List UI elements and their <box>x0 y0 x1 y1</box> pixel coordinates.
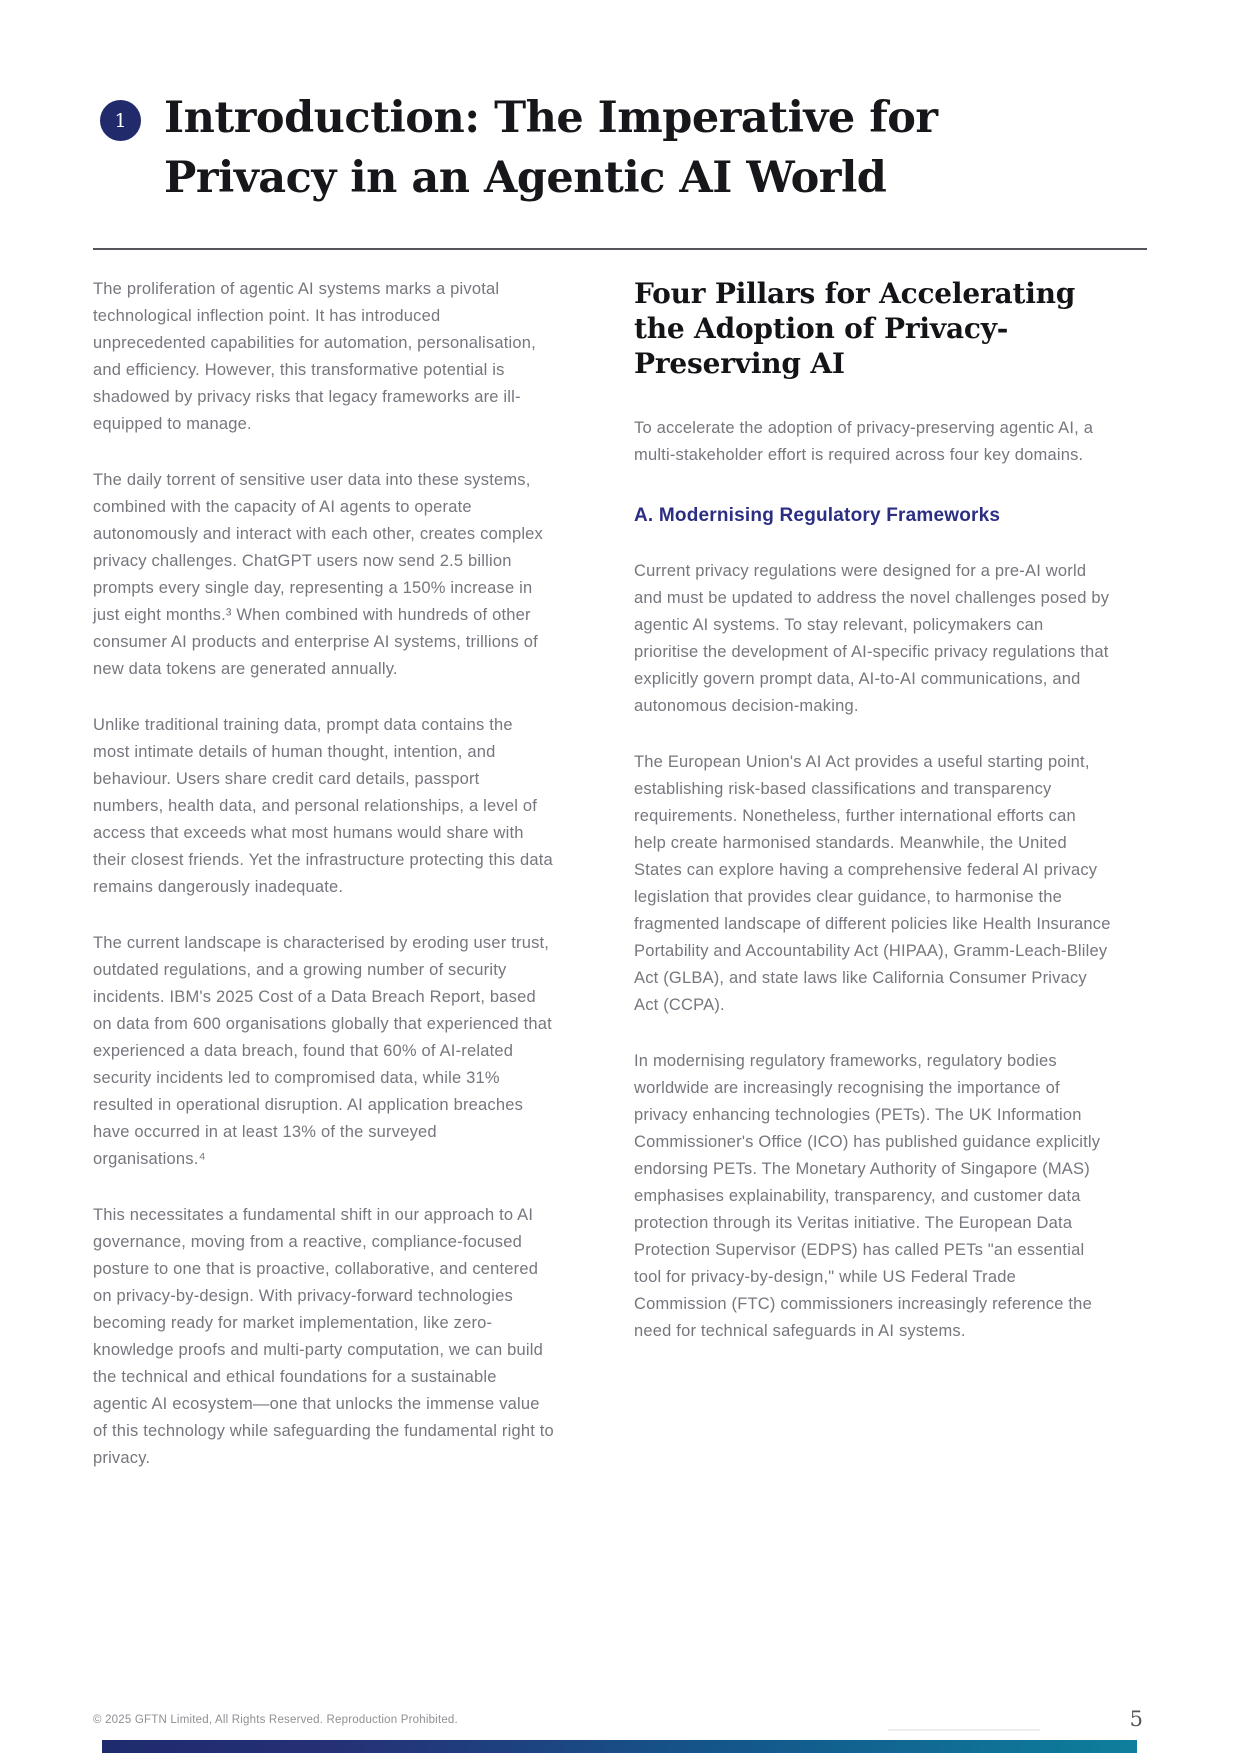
footer-gradient-bar <box>102 1740 1137 1753</box>
page-header <box>93 0 1147 208</box>
body-paragraph: The proliferation of agentic AI systems marks a pivotal technological inflection point. It has introduced unprecedented capabilities for automation, personalisation, and efficiency. However, this transformative potential is shadowed by privacy risks that legacy frameworks are ill-equipped to manage. <box>93 280 536 433</box>
right-column <box>634 276 1112 1501</box>
body-paragraph: The European Union's AI Act provides a useful starting point, establishing risk-based classifications and transparency requirements. Nonetheless, further international efforts can help create harmonised standards. Meanwhile, the United States can explore having a comprehensive federal AI privacy legislation that provides clear guidance, to harmonise the fragmented landscape of different policies like Health Insurance Portability and Accountability Act (HIPAA), Gramm-Leach-Bliley Act (GLBA), and state laws like California Consumer Privacy Act (CCPA). <box>634 753 1111 1014</box>
section-heading: Four Pillars for Accelerating the Adoption of Privacy-Preserving AI <box>634 277 1076 380</box>
two-column-body <box>93 276 1147 1501</box>
decorative-line <box>888 1729 1040 1731</box>
body-paragraph: Unlike traditional training data, prompt data contains the most intimate details of human thought, intention, and behaviour. Users share credit card details, passport numbers, health data, and personal relationships, a level of access that exceeds what most humans would share with their closest friends. Yet the infrastructure protecting this data remains dangerously inadequate. <box>93 716 553 896</box>
body-paragraph: In modernising regulatory frameworks, regulatory bodies worldwide are increasingly recognising the importance of privacy enhancing technologies (PETs). The UK Information Commissioner's Office (ICO) has published guidance explicitly endorsing PETs. The Monetary Authority of Singapore (MAS) emphasises explainability, transparency, and customer data protection through its Veritas initiative. The European Data Protection Supervisor (EDPS) has called PETs "an essential tool for privacy-by-design," while US Federal Trade Commission (FTC) commissioners increasingly reference the need for technical safeguards in AI systems. <box>634 1052 1101 1340</box>
body-paragraph: This necessitates a fundamental shift in our approach to AI governance, moving from a reactive, compliance-focused posture to one that is proactive, collaborative, and centered on privacy-by-design. With privacy-forward technologies becoming ready for market implementation, like zero-knowledge proofs and multi-party computation, we can build the technical and ethical foundations for a sustainable agentic AI ecosystem—one that unlocks the immense value of this technology while safeguarding the fundamental right to privacy. <box>93 1206 554 1467</box>
body-paragraph: The daily torrent of sensitive user data into these systems, combined with the capacity of AI agents to operate autonomously and interact with each other, creates complex privacy challenges. ChatGPT users now send 2.5 billion prompts every single day, representing a 150% increase in just eight months.³ When combined with hundreds of other consumer AI products and enterprise AI systems, trillions of new data tokens are generated annually. <box>93 471 544 678</box>
section-number: 1 <box>114 109 127 132</box>
page-title <box>164 88 938 208</box>
body-paragraph: Current privacy regulations were designed for a pre-AI world and must be updated to address the novel challenges posed by agentic AI systems. To stay relevant, policymakers can prioritise the development of AI-specific privacy regulations that explicitly govern prompt data, AI-to-AI communications, and autonomous decision-making. <box>634 562 1110 715</box>
title-divider <box>93 248 1147 250</box>
left-column <box>93 276 554 1501</box>
section-intro-paragraph: To accelerate the adoption of privacy-preserving agentic AI, a multi-stakeholder effort is required across four key domains. <box>634 419 1094 464</box>
body-paragraph: The current landscape is characterised by eroding user trust, outdated regulations, and a growing number of security incidents. IBM's 2025 Cost of a Data Breach Report, based on data from 600 organisations globally that experienced that experienced a data breach, found that 60% of AI-related security incidents led to compromised data, while 31% resulted in operational disruption. AI application breaches have occurred in at least 13% of the surveyed organisations.⁴ <box>93 934 552 1168</box>
page-title-line-2: Privacy in an Agentic AI World <box>164 153 887 203</box>
page-number: 5 <box>1129 1707 1143 1731</box>
page-title-line-1: Introduction: The Imperative for <box>164 93 938 143</box>
subsection-heading: A. Modernising Regulatory Frameworks <box>634 505 1001 526</box>
copyright-notice: © 2025 GFTN Limited, All Rights Reserved. Reproduction Prohibited. <box>93 1714 458 1726</box>
section-number-badge <box>100 100 141 141</box>
